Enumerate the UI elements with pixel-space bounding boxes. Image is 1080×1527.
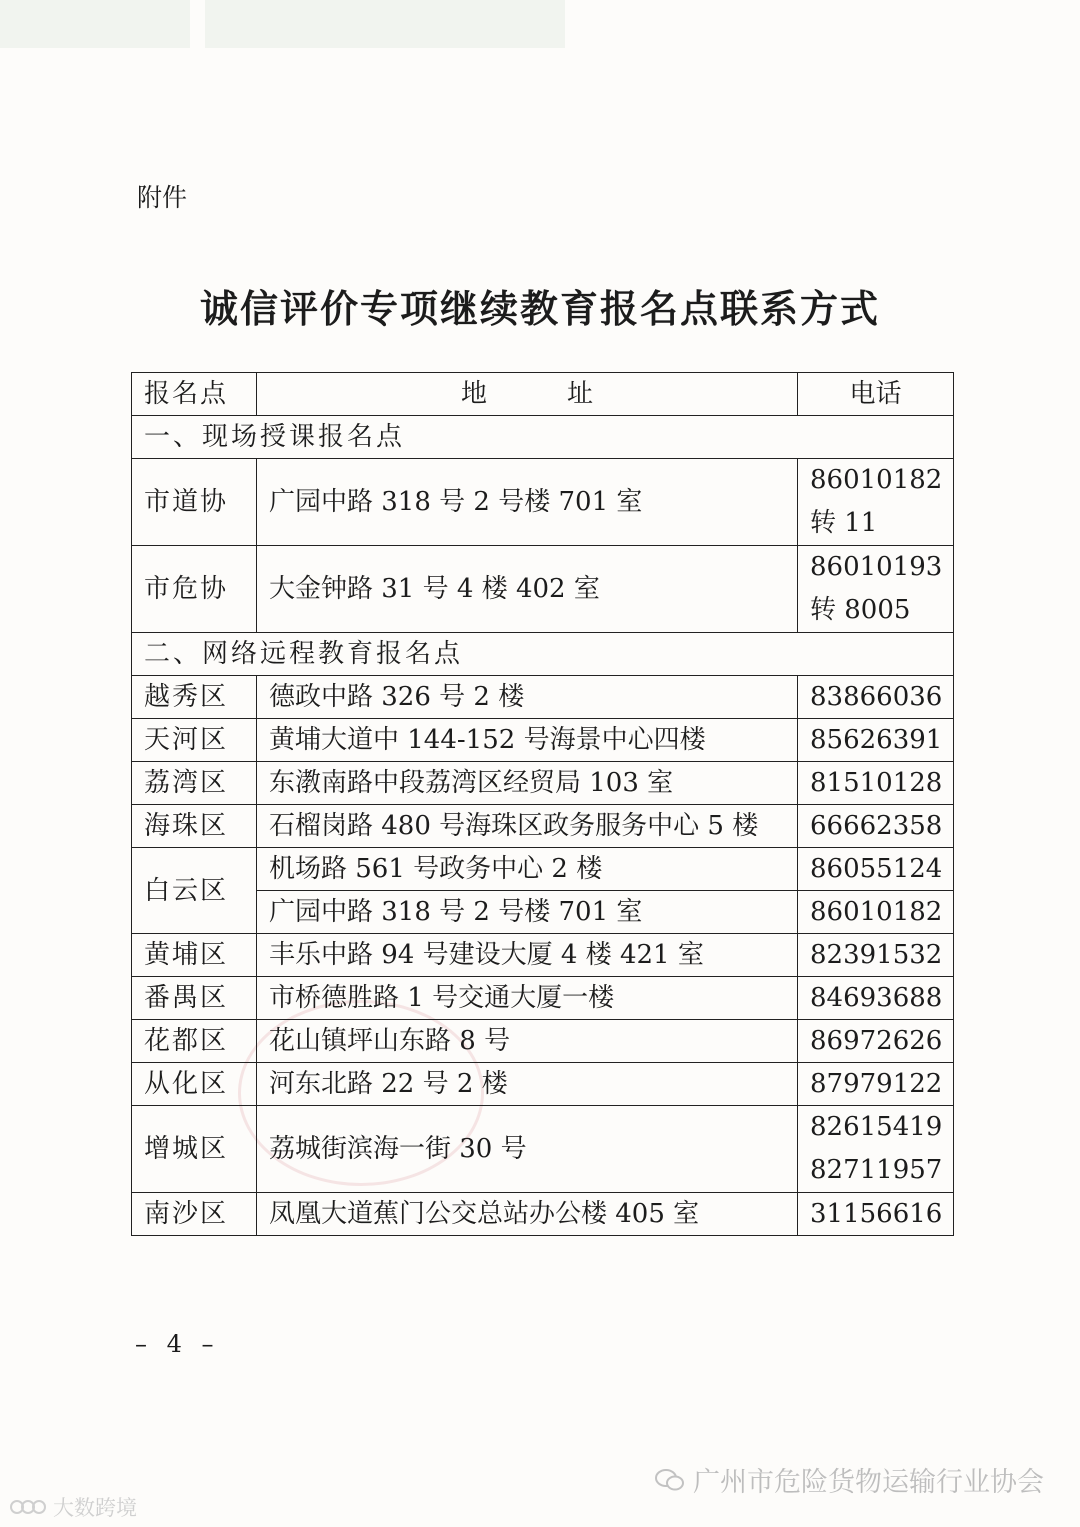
cell-phone: 86010182 (798, 891, 954, 934)
page-number: – 4 – (135, 1330, 220, 1358)
table-row (132, 762, 954, 805)
phone-line: 转 8005 (810, 595, 911, 625)
phone-line: 86010182 (810, 465, 943, 495)
scan-artifact (205, 0, 565, 48)
header-address: 地址 (257, 373, 798, 416)
cell-point: 市危协 (132, 546, 257, 633)
cell-phone (798, 459, 954, 546)
section2-title: 二、网络远程教育报名点 (132, 633, 954, 676)
contacts-table (131, 372, 954, 1236)
table-row (132, 459, 954, 546)
cell-phone: 82391532 (798, 934, 954, 977)
cell-address: 黄埔大道中 144-152 号海景中心四楼 (257, 719, 798, 762)
cell-address: 荔城街滨海一街 30 号 (257, 1106, 798, 1193)
cell-address: 凤凰大道蕉门公交总站办公楼 405 室 (257, 1193, 798, 1236)
corner-watermark-text: 大数跨境 (53, 1496, 137, 1520)
cell-point: 从化区 (132, 1063, 257, 1106)
table-row (132, 934, 954, 977)
cell-point: 海珠区 (132, 805, 257, 848)
table-row (132, 1193, 954, 1236)
cell-phone: 86972626 (798, 1020, 954, 1063)
cell-point: 天河区 (132, 719, 257, 762)
cell-address: 石榴岗路 480 号海珠区政务服务中心 5 楼 (257, 805, 798, 848)
cell-address: 河东北路 22 号 2 楼 (257, 1063, 798, 1106)
scan-artifact (0, 0, 190, 48)
cell-point: 南沙区 (132, 1193, 257, 1236)
cell-address: 机场路 561 号政务中心 2 楼 (257, 848, 798, 891)
loop-icon (8, 1497, 48, 1517)
table-row (132, 977, 954, 1020)
cell-phone: 31156616 (798, 1193, 954, 1236)
cell-phone: 66662358 (798, 805, 954, 848)
cell-point: 增城区 (132, 1106, 257, 1193)
phone-line: 86010193 (810, 552, 943, 582)
cell-phone: 81510128 (798, 762, 954, 805)
cell-point: 市道协 (132, 459, 257, 546)
corner-watermark (8, 1492, 137, 1522)
table-row (132, 719, 954, 762)
table-row (132, 805, 954, 848)
cell-phone: 83866036 (798, 676, 954, 719)
table-row (132, 1106, 954, 1193)
cell-address: 市桥德胜路 1 号交通大厦一楼 (257, 977, 798, 1020)
cell-point: 番禺区 (132, 977, 257, 1020)
cell-phone (798, 546, 954, 633)
wechat-icon (655, 1468, 685, 1492)
cell-address: 广园中路 318 号 2 号楼 701 室 (257, 891, 798, 934)
section-row (132, 416, 954, 459)
wechat-watermark (655, 1460, 1044, 1499)
cell-phone (798, 1106, 954, 1193)
section1-title: 一、现场授课报名点 (132, 416, 954, 459)
table-row (132, 546, 954, 633)
cell-address: 东漖南路中段荔湾区经贸局 103 室 (257, 762, 798, 805)
phone-line: 82711957 (810, 1155, 943, 1185)
cell-point: 白云区 (132, 848, 257, 934)
cell-phone: 85626391 (798, 719, 954, 762)
page-title: 诚信评价专项继续教育报名点联系方式 (199, 287, 880, 331)
header-point: 报名点 (132, 373, 257, 416)
cell-point: 越秀区 (132, 676, 257, 719)
cell-address: 花山镇坪山东路 8 号 (257, 1020, 798, 1063)
watermark-text: 广州市危险货物运输行业协会 (693, 1467, 1044, 1498)
cell-address: 德政中路 326 号 2 楼 (257, 676, 798, 719)
table-header-row (132, 373, 954, 416)
table-row (132, 676, 954, 719)
table-row (132, 1020, 954, 1063)
cell-point: 黄埔区 (132, 934, 257, 977)
table-row (132, 1063, 954, 1106)
cell-point: 荔湾区 (132, 762, 257, 805)
cell-point: 花都区 (132, 1020, 257, 1063)
cell-address: 丰乐中路 94 号建设大厦 4 楼 421 室 (257, 934, 798, 977)
header-phone: 电话 (798, 373, 954, 416)
cell-address: 大金钟路 31 号 4 楼 402 室 (257, 546, 798, 633)
cell-phone: 87979122 (798, 1063, 954, 1106)
attachment-label: 附件 (137, 183, 188, 212)
cell-phone: 86055124 (798, 848, 954, 891)
phone-line: 转 11 (810, 508, 878, 538)
cell-phone: 84693688 (798, 977, 954, 1020)
phone-line: 82615419 (810, 1112, 943, 1142)
cell-address: 广园中路 318 号 2 号楼 701 室 (257, 459, 798, 546)
table-row (132, 848, 954, 891)
section-row (132, 633, 954, 676)
